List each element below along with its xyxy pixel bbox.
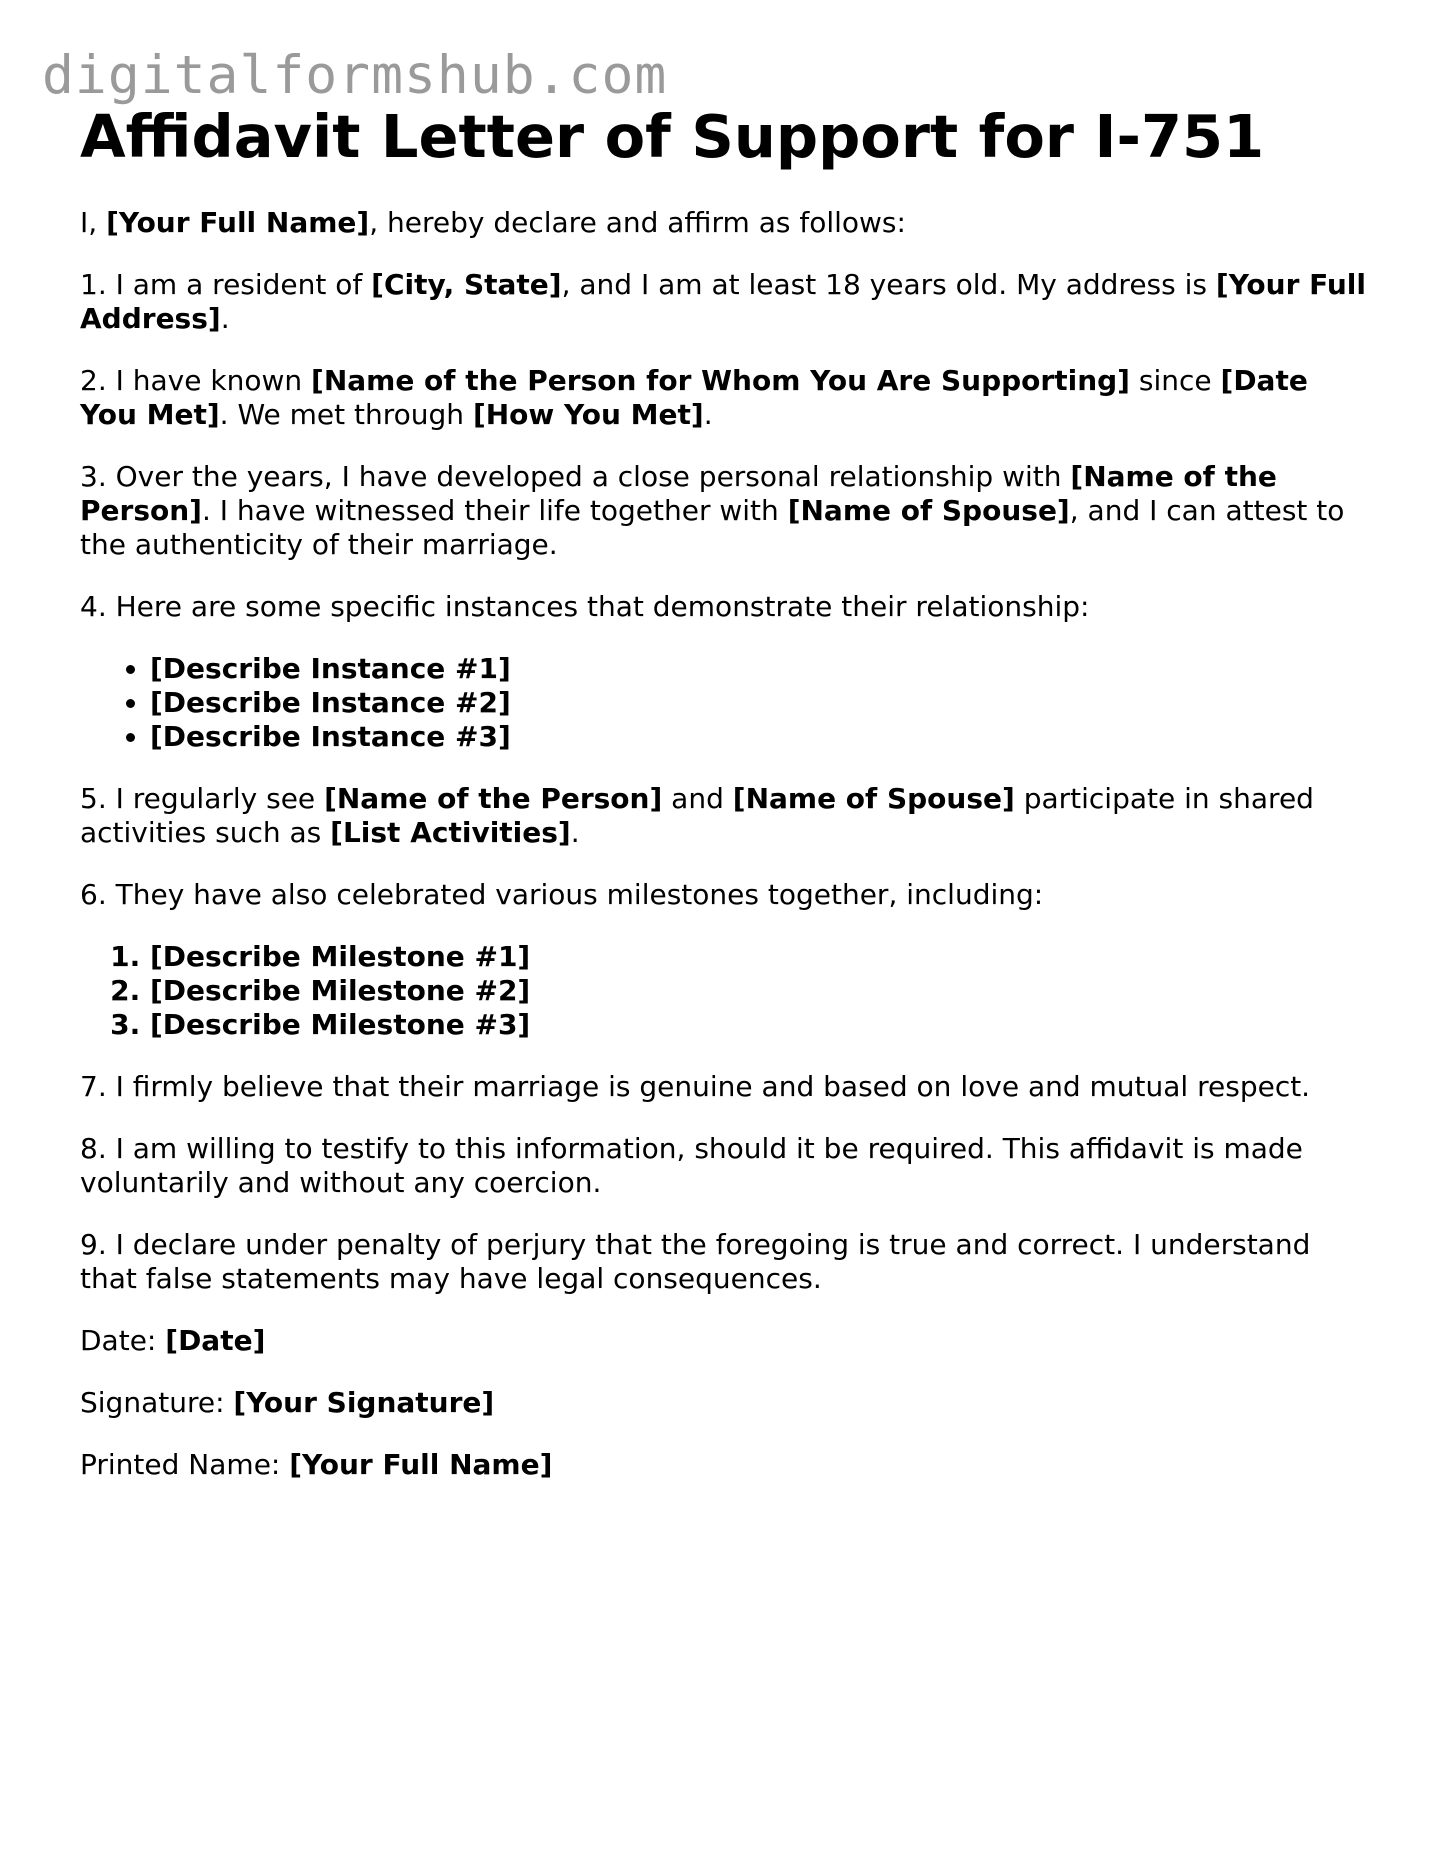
full-address-placeholder: [Your Full Address]	[80, 268, 1366, 335]
date-met-placeholder: [Date You Met]	[80, 364, 1308, 431]
paragraph-7: 7. I firmly believe that their marriage is genuine and based on love and mutual respect.	[80, 1070, 1311, 1103]
printed-name-line: Printed Name: [Your Full Name]	[80, 1448, 553, 1481]
paragraph-8: 8. I am willing to testify to this information, should it be required. This affidavit is made voluntarily and without any coercion.	[80, 1132, 1303, 1199]
paragraph-4: 4. Here are some specific instances that demonstrate their relationship:	[80, 590, 1090, 623]
supported-person-placeholder: [Name of the Person for Whom You Are Supporting]	[311, 364, 1130, 397]
how-met-placeholder: [How You Met]	[472, 398, 704, 431]
document-title: Affidavit Letter of Support for I-751	[80, 102, 1265, 171]
watermark: digitalformshub.com	[42, 45, 668, 106]
list-item: • [Describe Instance #2]	[150, 686, 1370, 720]
paragraph-1: 1. I am a resident of [City, State], and I am at least 18 years old. My address is [Your Full Address].	[80, 268, 1366, 335]
paragraph-9: 9. I declare under penalty of perjury that the foregoing is true and correct. I understand that false statements may have legal consequences.	[80, 1228, 1311, 1295]
spouse-name-placeholder: [Name of Spouse]	[787, 494, 1070, 527]
list-item: 3. [Describe Milestone #3]	[150, 1008, 1370, 1042]
printed-name-placeholder: [Your Full Name]	[289, 1448, 553, 1481]
date-line: Date: [Date]	[80, 1324, 266, 1357]
list-item: 1. [Describe Milestone #1]	[150, 940, 1370, 974]
spouse-name-placeholder: [Name of Spouse]	[732, 782, 1015, 815]
paragraph-5: 5. I regularly see [Name of the Person] and [Name of Spouse] participate in shared activities such as [List Activities].	[80, 782, 1314, 849]
list-item: • [Describe Instance #1]	[150, 652, 1370, 686]
date-placeholder: [Date]	[165, 1324, 266, 1357]
paragraph-6: 6. They have also celebrated various milestones together, including:	[80, 878, 1044, 911]
instances-list	[80, 652, 1370, 754]
intro-paragraph: I, [Your Full Name], hereby declare and affirm as follows:	[80, 206, 906, 239]
affidavit-document	[80, 100, 1370, 1482]
declarant-name-placeholder: [Your Full Name]	[106, 206, 370, 239]
paragraph-3: 3. Over the years, I have developed a close personal relationship with [Name of the Person]. I have witnessed their life together with [Name of Spouse], and I can attest to the authenticity of their marriage.	[80, 460, 1345, 561]
person-name-placeholder: [Name of the Person]	[324, 782, 663, 815]
city-state-placeholder: [City, State]	[371, 268, 562, 301]
activities-placeholder: [List Activities]	[330, 816, 571, 849]
paragraph-2: 2. I have known [Name of the Person for Whom You Are Supporting] since [Date You Met]. We met through [How You Met].	[80, 364, 1308, 431]
person-name-placeholder: [Name of the Person]	[80, 460, 1277, 527]
list-item: • [Describe Instance #3]	[150, 720, 1370, 754]
signature-line: Signature: [Your Signature]	[80, 1386, 495, 1419]
list-item: 2. [Describe Milestone #2]	[150, 974, 1370, 1008]
signature-placeholder: [Your Signature]	[233, 1386, 495, 1419]
milestones-list	[80, 940, 1370, 1042]
